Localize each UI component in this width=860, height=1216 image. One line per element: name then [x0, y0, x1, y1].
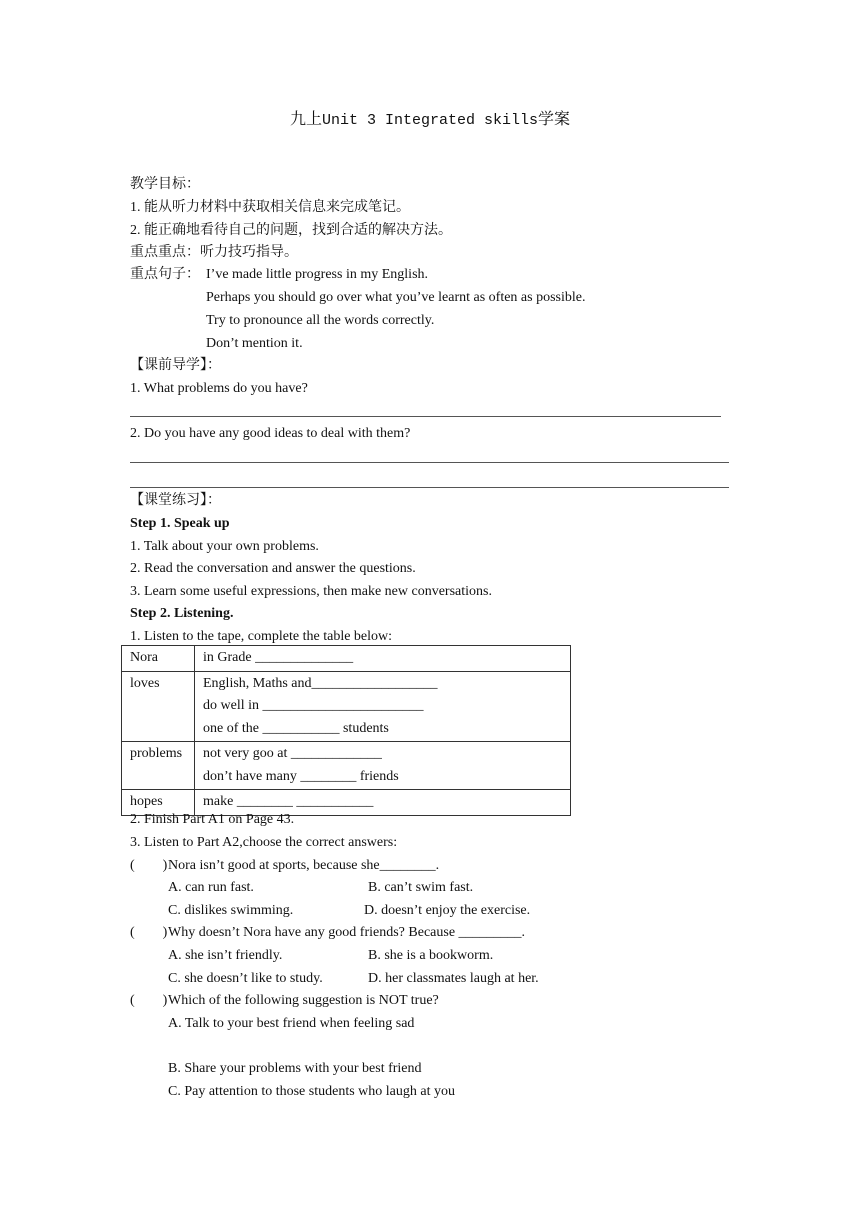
- mc-question-3: Which of the following suggestion is NOT true?: [168, 993, 439, 1008]
- table-row: [122, 646, 571, 672]
- table-cell-value: in Grade ______________: [195, 646, 571, 672]
- notes-table: [121, 645, 571, 816]
- answer-paren[interactable]: ( ): [130, 925, 168, 940]
- class-heading: 【课堂练习】：: [130, 493, 221, 508]
- table-line: one of the ___________ students: [203, 720, 389, 736]
- mc3-option-a: A. Talk to your best friend when feeling sad: [168, 1016, 415, 1031]
- table-cell-value: [195, 742, 571, 790]
- mc3-option-c: C. Pay attention to those students who laugh at you: [168, 1084, 455, 1099]
- page-title: [0, 106, 860, 129]
- mc1-option-c: C. dislikes swimming.: [168, 903, 294, 918]
- title-suffix: 学案: [538, 111, 571, 128]
- objective-1: 1. 能从听力材料中获取相关信息来完成笔记。: [130, 200, 410, 215]
- answer-paren[interactable]: ( ): [130, 858, 168, 873]
- key-sentences-label: 重点句子：: [130, 267, 200, 282]
- mc2-option-b: B. she is a bookworm.: [368, 948, 494, 963]
- key-sentence-4: Don’t mention it.: [206, 336, 303, 351]
- answer-paren[interactable]: ( ): [130, 993, 168, 1008]
- mc3-option-b: B. Share your problems with your best friend: [168, 1061, 422, 1076]
- step2-item-3: 3. Listen to Part A2,choose the correct answers:: [130, 835, 398, 850]
- step1-item-3: 3. Learn some useful expressions, then make new conversations.: [130, 584, 492, 599]
- step2-title: Step 2. Listening.: [130, 606, 234, 621]
- mc1-option-a: A. can run fast.: [168, 880, 254, 895]
- step1-item-2: 2. Read the conversation and answer the questions.: [130, 561, 416, 576]
- table-row: [122, 742, 571, 790]
- table-line: don’t have many ________ friends: [203, 768, 399, 784]
- table-cell-value: make ________ ___________: [195, 790, 571, 816]
- mc-question-1: Nora isn’t good at sports, because she________.: [168, 858, 440, 873]
- table-line: not very goo at _____________: [203, 746, 382, 761]
- mc1-option-d: D. doesn’t enjoy the exercise.: [364, 903, 531, 918]
- mc1-option-b: B. can’t swim fast.: [368, 880, 474, 895]
- mc2-option-a: A. she isn’t friendly.: [168, 948, 283, 963]
- table-cell-value: [195, 671, 571, 742]
- title-prefix: 九上: [289, 111, 322, 128]
- key-sentence-2: Perhaps you should go over what you’ve learnt as often as possible.: [206, 290, 586, 305]
- preview-heading: 【课前导学】：: [130, 358, 221, 373]
- step1-title: Step 1. Speak up: [130, 516, 230, 531]
- objective-2: 2. 能正确地看待自己的问题，找到合适的解决方法。: [130, 223, 452, 238]
- table-line: do well in _______________________: [203, 698, 424, 713]
- title-main: Unit 3 Integrated skills: [321, 112, 539, 129]
- table-line: English, Maths and__________________: [203, 675, 438, 691]
- step1-item-1: 1. Talk about your own problems.: [130, 539, 319, 554]
- table-cell-label: hopes: [122, 790, 195, 816]
- objectives-heading: 教学目标：: [130, 177, 200, 192]
- mc-question-2: Why doesn’t Nora have any good friends? Because _________.: [168, 925, 526, 940]
- table-cell-label: problems: [122, 742, 195, 790]
- key-points: 重点重点：听力技巧指导。: [130, 245, 298, 260]
- answer-line: [130, 416, 721, 417]
- step2-item-1: 1. Listen to the tape, complete the table below:: [130, 629, 393, 644]
- question-2: 2. Do you have any good ideas to deal with them?: [130, 426, 411, 441]
- answer-line: [130, 487, 729, 488]
- step2-item-2: 2. Finish Part A1 on Page 43.: [130, 812, 295, 827]
- answer-line: [130, 462, 729, 463]
- mc2-option-c: C. she doesn’t like to study.: [168, 971, 323, 986]
- mc2-option-d: D. her classmates laugh at her.: [368, 971, 539, 986]
- question-1: 1. What problems do you have?: [130, 381, 308, 396]
- key-sentence-1: I’ve made little progress in my English.: [206, 267, 429, 282]
- table-row: [122, 671, 571, 742]
- table-cell-label: Nora: [122, 646, 195, 672]
- table-cell-label: loves: [122, 671, 195, 742]
- key-sentence-3: Try to pronounce all the words correctly.: [206, 313, 435, 328]
